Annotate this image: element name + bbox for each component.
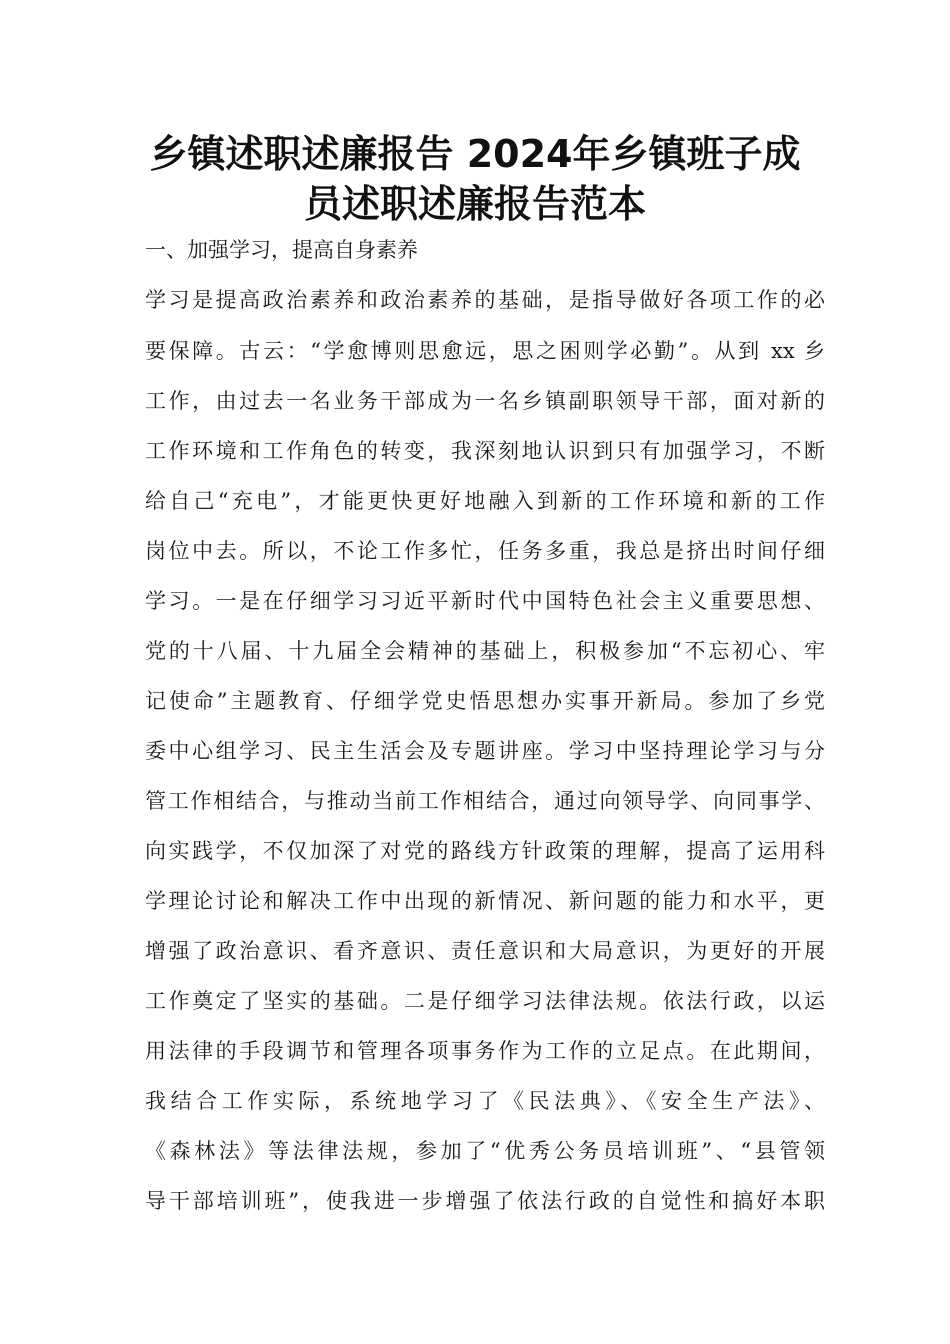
- body-line-5: 给自己“充电”，才能更快更好地融入到新的工作环境和新的工作: [145, 489, 825, 513]
- body-line-7: 学习。一是在仔细学习习近平新时代中国特色社会主义重要思想、: [145, 589, 825, 613]
- body-line-6: 岗位中去。所以，不论工作多忙，任务多重，我总是挤出时间仔细: [145, 539, 825, 563]
- body-line-11: 管工作相结合，与推动当前工作相结合，通过向领导学、向同事学、: [145, 789, 825, 813]
- body-line-8: 党的十八届、十九届全会精神的基础上，积极参加“不忘初心、牢: [145, 639, 825, 663]
- body-line-3: 工作，由过去一名业务干部成为一名乡镇副职领导干部，面对新的: [145, 389, 825, 413]
- body-line-4: 工作环境和工作角色的转变，我深刻地认识到只有加强学习，不断: [145, 439, 825, 463]
- body-line-2: 要保障。古云：“学愈博则思愈远，思之困则学必勤”。从到 xx 乡: [145, 339, 825, 363]
- body-line-10: 委中心组学习、民主生活会及专题讲座。学习中坚持理论学习与分: [145, 739, 825, 763]
- body-line-13: 学理论讨论和解决工作中出现的新情况、新问题的能力和水平，更: [145, 889, 825, 913]
- body-line-16: 用法律的手段调节和管理各项事务作为工作的立足点。在此期间，: [145, 1039, 825, 1063]
- body-line-15: 工作奠定了坚实的基础。二是仔细学习法律法规。依法行政，以运: [145, 989, 825, 1013]
- body-line-1: 学习是提高政治素养和政治素养的基础，是指导做好各项工作的必: [145, 288, 825, 312]
- section-heading: 一、加强学习，提高自身素养: [145, 238, 418, 262]
- body-line-14: 增强了政治意识、看齐意识、责任意识和大局意识，为更好的开展: [145, 939, 825, 963]
- body-line-12: 向实践学，不仅加深了对党的路线方针政策的理解，提高了运用科: [145, 839, 825, 863]
- body-line-18: 《森林法》等法律法规，参加了“优秀公务员培训班”、“县管领: [145, 1139, 825, 1163]
- body-line-19: 导干部培训班”，使我进一步增强了依法行政的自觉性和搞好本职: [145, 1189, 825, 1213]
- document-title-line-2: 员述职述廉报告范本: [303, 182, 646, 226]
- body-line-9: 记使命”主题教育、仔细学党史悟思想办实事开新局。参加了乡党: [145, 689, 825, 713]
- body-line-17: 我结合工作实际，系统地学习了《民法典》、《安全生产法》、: [145, 1089, 825, 1113]
- document-title-line-1: 乡镇述职述廉报告 2024年乡镇班子成: [149, 132, 801, 176]
